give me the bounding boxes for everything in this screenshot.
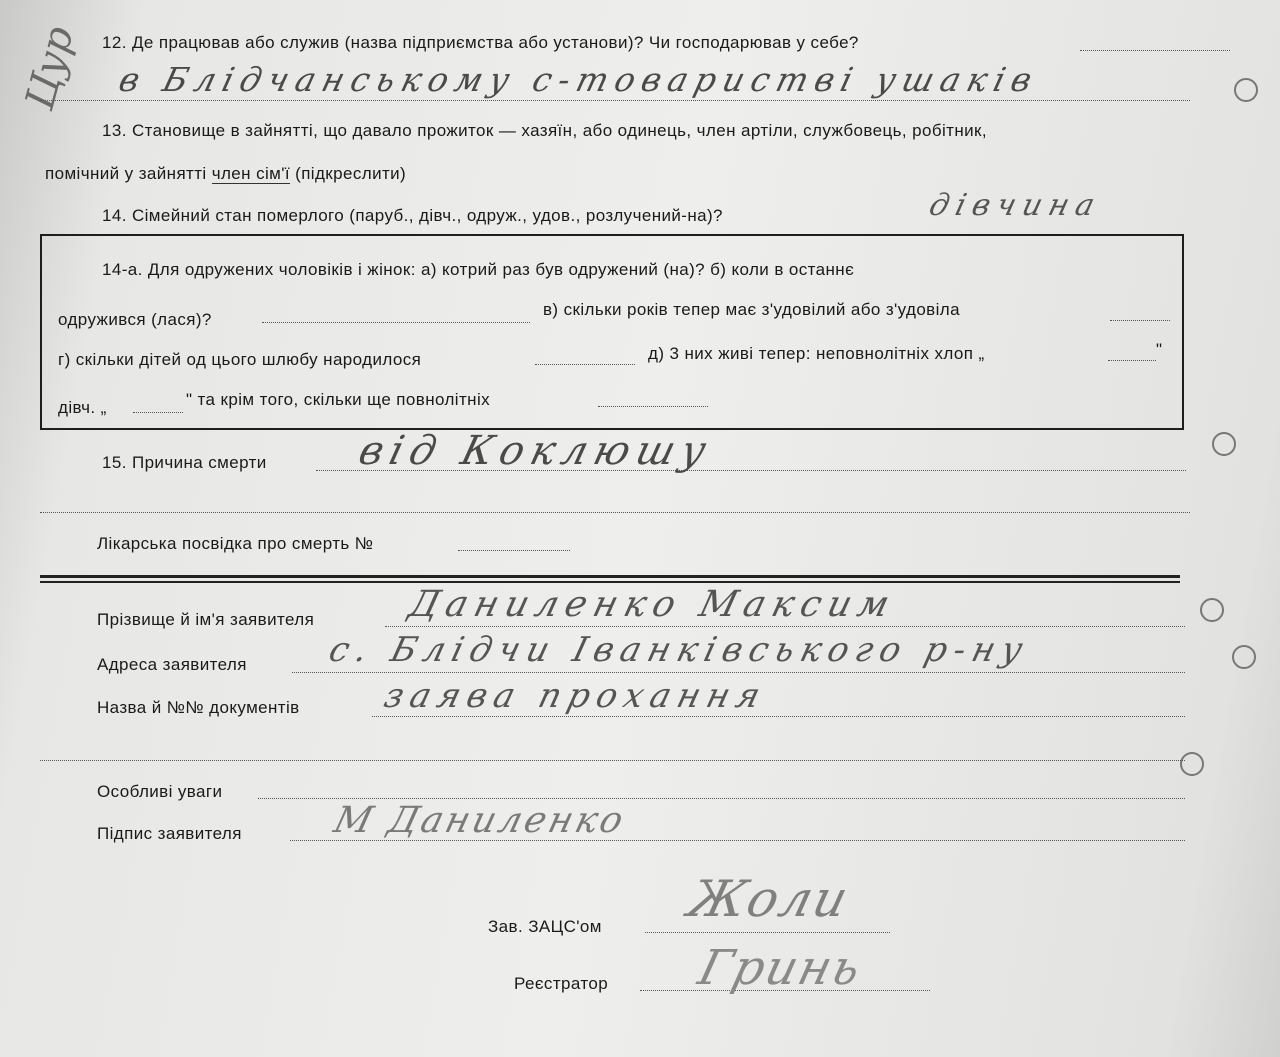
registrar-label: Реєстратор: [514, 974, 609, 993]
signature-label: Підпис заявителя: [97, 824, 242, 843]
q14a-line3-fill: [535, 364, 635, 365]
q12-answer-line: [40, 100, 1190, 101]
section-divider-bottom: [40, 581, 1180, 583]
q14a-line4-fill2: [598, 406, 708, 407]
q13-underlined-choice: член сім'ї: [211, 164, 291, 183]
applicant-address-value: с. Блідчи Іванківського р-ну: [325, 630, 1034, 670]
q13-label-line1: 13. Становище в зайнятті, що давало прожиток — хазяїн, або одинець, член артіли, службовець, робітник,: [102, 121, 988, 140]
registrar-signature: Гринь: [693, 940, 869, 996]
documents-line-2: [40, 760, 1185, 761]
documents-label: Назва й №№ документів: [97, 698, 300, 717]
binder-hole-2: [1212, 432, 1236, 456]
applicant-signature: М Даниленко: [329, 800, 631, 841]
q14a-line3-b: д) 3 них живі тепер: неповнолітніх хлоп „: [648, 344, 985, 363]
applicant-address-label: Адреса заявителя: [97, 655, 247, 674]
applicant-name-value: Даниленко Максим: [404, 584, 901, 625]
q14a-line4-a: дівч. „: [58, 398, 107, 417]
documents-value: заява прохання: [380, 676, 772, 716]
q14a-line1: 14-а. Для одружених чоловіків і жінок: а) котрий раз був одружений (на)? б) коли в останнє: [102, 260, 855, 279]
q14a-line3-fill2: [1108, 360, 1156, 361]
q14a-line3-a: г) скільки дітей од цього шлюбу народилося: [58, 350, 422, 369]
head-signature: Жоли: [682, 870, 856, 928]
q15-label: 15. Причина смерти: [102, 453, 267, 472]
q13-label-line2: [45, 164, 406, 184]
q13-prefix: помічний у зайнятті: [45, 164, 207, 183]
q12-handwritten-answer: в Блідчанському с-товаристві ушаків: [115, 60, 1043, 99]
q14-label: 14. Сімейний стан померлого (паруб., дівч., одруж., удов., розлучений-на)?: [102, 206, 723, 225]
q14a-line2-fill: [262, 322, 530, 323]
applicant-name-label: Прізвище й ім'я заявителя: [97, 610, 315, 629]
q14a-line2-fill-end: [1110, 320, 1170, 321]
q15-handwritten-answer: від Коклюшу: [354, 428, 718, 474]
notes-line: [258, 798, 1185, 799]
binder-hole-4: [1232, 645, 1256, 669]
applicant-name-line: [385, 626, 1185, 627]
head-signature-line: [645, 932, 890, 933]
documents-line: [372, 716, 1185, 717]
section-divider-top: [40, 575, 1180, 578]
margin-mark: Цур: [16, 21, 83, 115]
q12-label: 12. Де працював або служив (назва підприємства або установи)? Чи господарював у себе?: [102, 33, 859, 52]
applicant-address-line: [292, 672, 1185, 673]
med-cert-fill-line: [458, 550, 570, 551]
q14a-line4-fill: [133, 412, 183, 413]
notes-label: Особливі уваги: [97, 782, 223, 801]
q14a-line3-c: ": [1156, 340, 1163, 359]
q13-suffix: (підкреслити): [295, 164, 407, 183]
q12-fill-line: [1080, 50, 1230, 51]
binder-hole-3: [1200, 598, 1224, 622]
med-cert-label: Лікарська посвідка про смерть №: [97, 534, 374, 553]
q14a-line2-a: одружився (лася)?: [58, 310, 212, 329]
binder-hole-5: [1180, 752, 1204, 776]
q14a-line2-b: в) скільки років тепер має з'удовілий або з'удовіла: [543, 300, 960, 319]
head-of-registry-label: Зав. ЗАЦС'ом: [488, 917, 602, 936]
q15-answer-line-2: [40, 512, 1190, 513]
q14a-line4-b: " та крім того, скільки ще повнолітніх: [186, 390, 491, 409]
q14-handwritten-answer: дівчина: [925, 188, 1106, 223]
binder-hole-1: [1234, 78, 1258, 102]
